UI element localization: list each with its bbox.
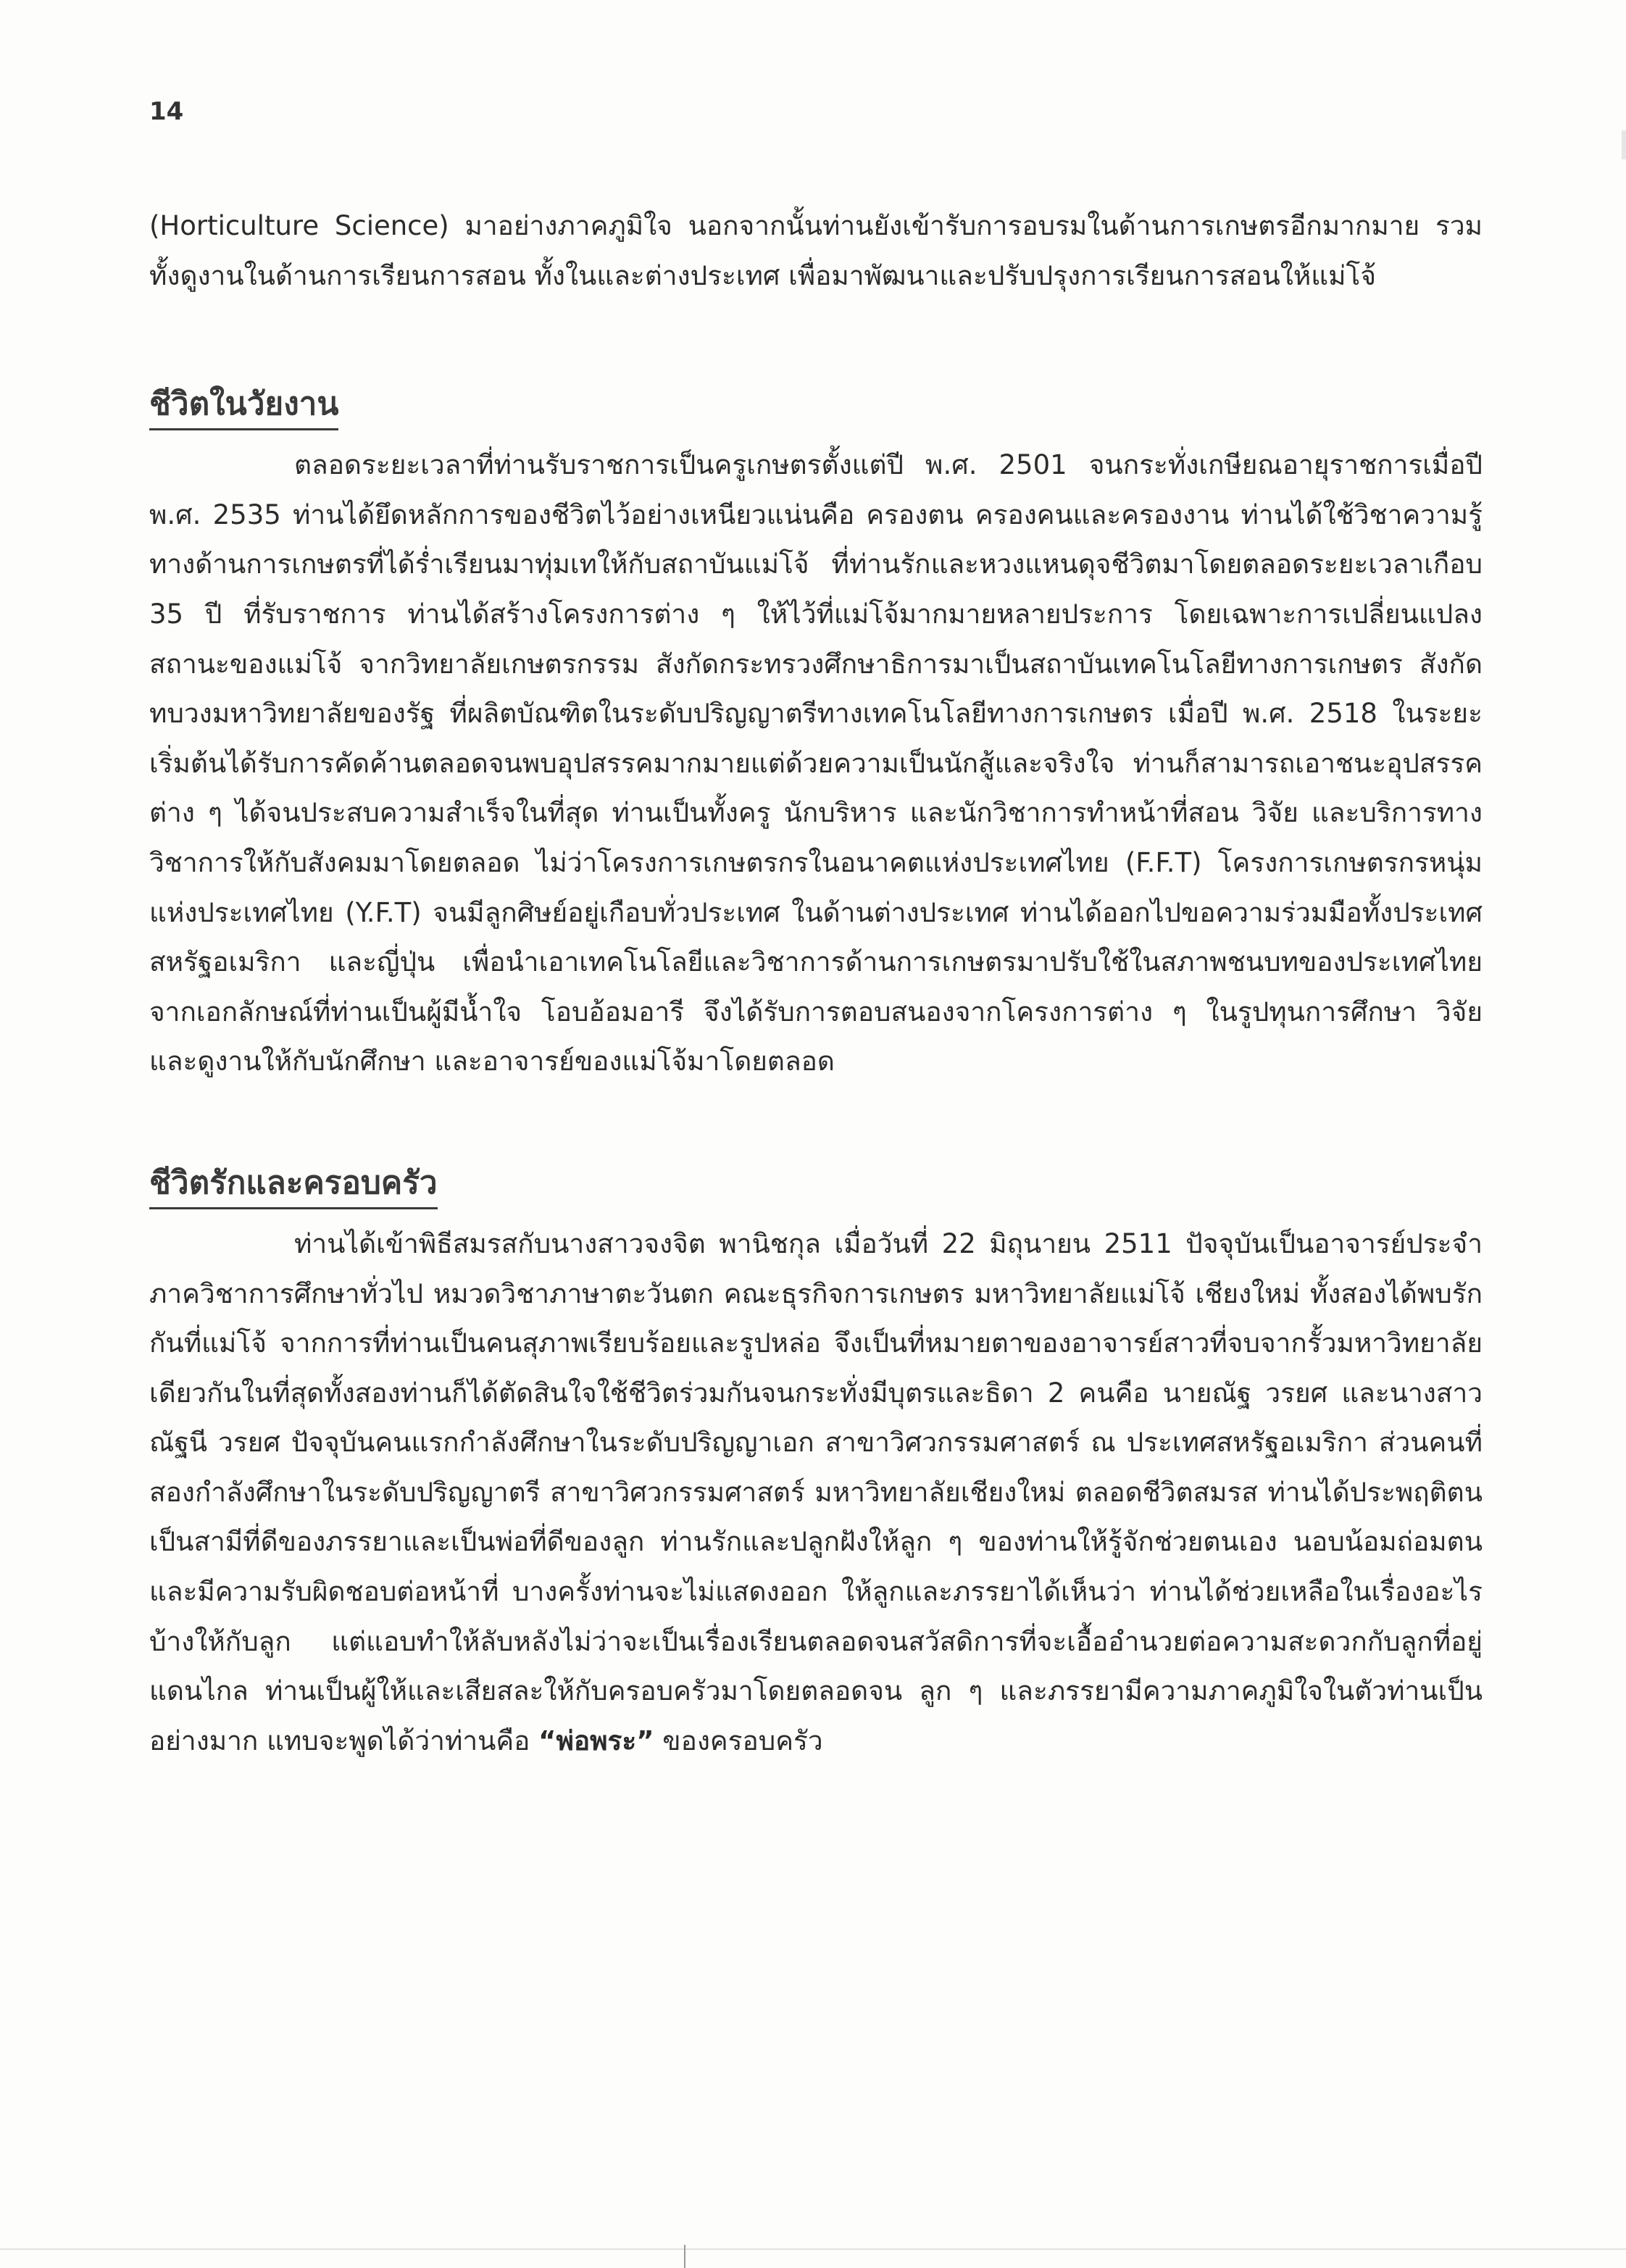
- family-life-paragraph: [149, 1220, 1483, 1767]
- intro-paragraph: (Horticulture Science) มาอย่างภาคภูมิใจ นอกจากนั้นท่านยังเข้ารับการอบรมในด้านการเกษตรอีกมากมาย รวมทั้งดูงานในด้านการเรียนการสอน ทั้งในและต่างประเทศ เพื่อมาพัฒนาและปรับปรุงการเรียนการสอนให้แม่โจ้: [149, 210, 1483, 291]
- section-family-life: [149, 1159, 1483, 1767]
- family-life-text: ท่านได้เข้าพิธีสมรสกับนางสาวจงจิต พานิชกุล เมื่อวันที่ 22 มิถุนายน 2511 ปัจจุบันเป็นอาจารย์ประจำภาควิชาการศึกษาทั่วไป หมวดวิชาภาษาตะวันตก คณะธุรกิจการเกษตร มหาวิทยาลัยแม่โจ้ เชียงใหม่ ทั้งสองได้พบรักกันที่แม่โจ้ จากการที่ท่านเป็นคนสุภาพเรียบร้อยและรูปหล่อ จึงเป็นที่หมายตาของอาจารย์สาวที่จบจากรั้วมหาวิทยาลัยเดียวกันในที่สุดทั้งสองท่านก็ได้ตัดสินใจใช้ชีวิตร่วมกันจนกระทั่งมีบุตรและธิดา 2 คนคือ นายณัฐ วรยศ และนางสาวณัฐนี วรยศ ปัจจุบันคนแรกกำลังศึกษาในระดับปริญญาเอก สาขาวิศวกรรมศาสตร์ ณ ประเทศสหรัฐอเมริกา ส่วนคนที่สองกำลังศึกษาในระดับปริญญาตรี สาขาวิศวกรรมศาสตร์ มหาวิทยาลัยเชียงใหม่ ตลอดชีวิตสมรส ท่านได้ประพฤติตนเป็นสามีที่ดีของภรรยาและเป็นพ่อที่ดีของลูก ท่านรักและปลูกฝังให้ลูก ๆ ของท่านให้รู้จักช่วยตนเอง นอบน้อมถ่อมตนและมีความรับผิดชอบต่อหน้าที่ บางครั้งท่านจะไม่แสดงออก ให้ลูกและภรรยาได้เห็นว่า ท่านได้ช่วยเหลือในเรื่องอะไรบ้างให้กับลูก แต่แอบทำให้ลับหลังไม่ว่าจะเป็นเรื่องเรียนตลอดจนสวัสดิการที่จะเอื้ออำนวยต่อความสะดวกกับลูกที่อยู่แดนไกล ท่านเป็นผู้ให้และเสียสละให้กับครอบครัวมาโดยตลอดจน ลูก ๆ และภรรยามีความภาคภูมิใจในตัวท่านเป็นอย่างมาก แทบจะพูดได้ว่าท่านคือ: [149, 1227, 1483, 1756]
- scan-bottom-rule: [0, 2248, 1626, 2250]
- scan-bottom-tick: [684, 2245, 685, 2268]
- section-work-life: [149, 380, 1483, 1087]
- scan-edge-mark: [1622, 130, 1626, 159]
- emphasis-father-saint: “พ่อพระ”: [538, 1725, 654, 1756]
- section-heading-family-life: ชีวิตรักและครอบครัว: [149, 1159, 438, 1209]
- page-content: [149, 201, 1483, 1838]
- section-heading-work-life: ชีวิตในวัยงาน: [149, 380, 338, 430]
- work-life-paragraph: ตลอดระยะเวลาที่ท่านรับราชการเป็นครูเกษตรตั้งแต่ปี พ.ศ. 2501 จนกระทั่งเกษียณอายุราชการเมื่อปี พ.ศ. 2535 ท่านได้ยึดหลักการของชีวิตไว้อย่างเหนียวแน่นคือ ครองตน ครองคนและครองงาน ท่านได้ใช้วิชาความรู้ทางด้านการเกษตรที่ได้ร่ำเรียนมาทุ่มเทให้กับสถาบันแม่โจ้ ที่ท่านรักและหวงแหนดุจชีวิตมาโดยตลอดระยะเวลาเกือบ 35 ปี ที่รับราชการ ท่านได้สร้างโครงการต่าง ๆ ให้ไว้ที่แม่โจ้มากมายหลายประการ โดยเฉพาะการเปลี่ยนแปลงสถานะของแม่โจ้ จากวิทยาลัยเกษตรกรรม สังกัดกระทรวงศึกษาธิการมาเป็นสถาบันเทคโนโลยีทางการเกษตร สังกัดทบวงมหาวิทยาลัยของรัฐ ที่ผลิตบัณฑิตในระดับปริญญาตรีทางเทคโนโลยีทางการเกษตร เมื่อปี พ.ศ. 2518 ในระยะเริ่มต้นได้รับการคัดค้านตลอดจนพบอุปสรรคมากมายแต่ด้วยความเป็นนักสู้และจริงใจ ท่านก็สามารถเอาชนะอุปสรรคต่าง ๆ ได้จนประสบความสำเร็จในที่สุด ท่านเป็นทั้งครู นักบริหาร และนักวิชาการทำหน้าที่สอน วิจัย และบริการทางวิชาการให้กับสังคมมาโดยตลอด ไม่ว่าโครงการเกษตรกรในอนาคตแห่งประเทศไทย (F.F.T) โครงการเกษตรกรหนุ่มแห่งประเทศไทย (Y.F.T) จนมีลูกศิษย์อยู่เกือบทั่วประเทศ ในด้านต่างประเทศ ท่านได้ออกไปขอความร่วมมือทั้งประเทศสหรัฐอเมริกา และญี่ปุ่น เพื่อนำเอาเทคโนโลยีและวิชาการด้านการเกษตรมาปรับใช้ในสภาพชนบทของประเทศไทย จากเอกลักษณ์ที่ท่านเป็นผู้มีน้ำใจ โอบอ้อมอารี จึงได้รับการตอบสนองจากโครงการต่าง ๆ ในรูปทุนการศึกษา วิจัย และดูงานให้กับนักศึกษา และอาจารย์ของแม่โจ้มาโดยตลอด: [149, 449, 1483, 1077]
- family-life-text-tail: ของครอบครัว: [654, 1725, 823, 1756]
- page-number: 14: [149, 97, 184, 126]
